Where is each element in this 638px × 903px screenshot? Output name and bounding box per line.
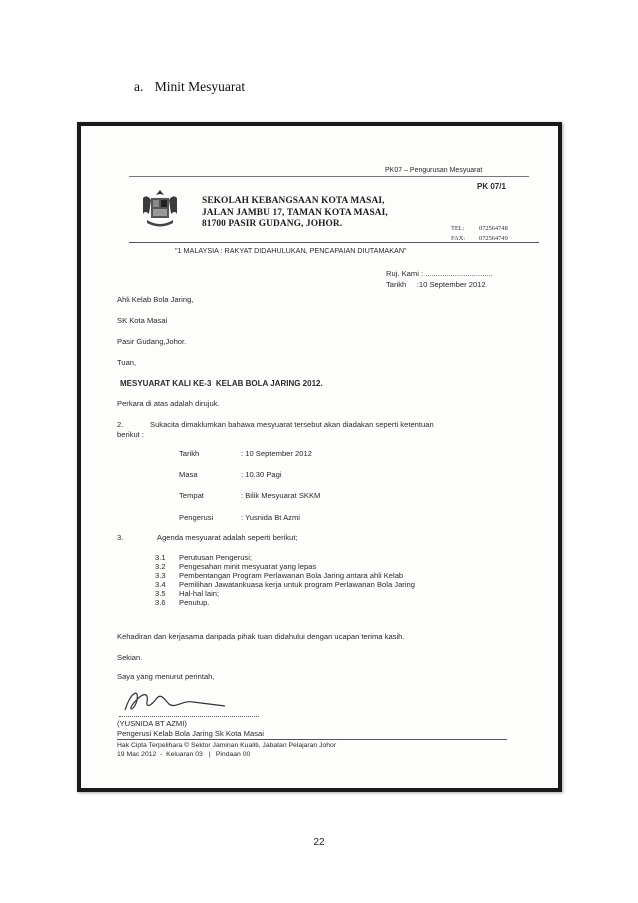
- agenda-number: 3.5: [155, 589, 166, 598]
- signature-line: [119, 716, 259, 717]
- subject-line: MESYUARAT KALI KE-3 KELAB BOLA JARING 2012.: [120, 379, 323, 388]
- para3-text: Agenda mesyuarat adalah seperti berikut;: [157, 533, 298, 542]
- detail-key: Masa: [179, 470, 198, 479]
- sekian: Sekian.: [117, 653, 143, 662]
- coat-of-arms-icon: [137, 188, 183, 230]
- motto: "1 MALAYSIA : RAKYAT DIDAHULUKAN, PENCAPAIAN DIUTAMAKAN": [175, 246, 407, 255]
- detail-row: [179, 513, 300, 522]
- agenda-item: [155, 553, 252, 562]
- detail-row: [179, 470, 282, 479]
- para2-number: 2.: [117, 420, 124, 429]
- footer-rule: [117, 739, 507, 740]
- detail-row: [179, 449, 312, 458]
- reference: Ruj. Kami : ................................: [386, 269, 493, 278]
- fax-value: 072564749: [479, 235, 508, 242]
- agenda-text: Pemilihan Jawatankuasa kerja untuk program Perlawanan Bola Jaring: [179, 580, 415, 589]
- letter-date: Tarikh :10 September 2012: [386, 280, 486, 289]
- agenda-text: Pengesahan minit mesyuarat yang lepas: [179, 562, 317, 571]
- school-street: JALAN JAMBU 17, TAMAN KOTA MASAI,: [202, 207, 388, 218]
- school-name: SEKOLAH KEBANGSAAN KOTA MASAI,: [202, 196, 385, 206]
- agenda-text: Pembentangan Program Perlawanan Bola Jaring antara ahli Kelab: [179, 571, 404, 580]
- signatory-title: Pengerusi Kelab Bola Jaring Sk Kota Masai: [117, 729, 264, 738]
- agenda-number: 3.2: [155, 562, 166, 571]
- para2-text: Sukacita dimaklumkan bahawa mesyuarat tersebut akan diadakan seperti ketentuan: [150, 420, 434, 429]
- agenda-number: 3.6: [155, 598, 166, 607]
- detail-value: : 10 September 2012: [241, 449, 312, 458]
- agenda-item: [155, 598, 209, 607]
- tel-value: 072564748: [479, 225, 508, 232]
- school-city: 81700 PASIR GUDANG, JOHOR.: [202, 219, 343, 229]
- top-rule: [129, 176, 529, 177]
- agenda-number: 3.3: [155, 571, 166, 580]
- header-rule: [129, 242, 539, 243]
- agenda-number: 3.4: [155, 580, 166, 589]
- sign-off: Saya yang menurut perintah,: [117, 672, 215, 681]
- closing-text: Kehadiran dan kerjasama daripada pihak tuan didahului dengan ucapan terima kasih.: [117, 632, 405, 641]
- agenda-item: [155, 571, 403, 580]
- detail-value: : Yusnida Bt Azmi: [241, 513, 300, 522]
- scanned-letter: [81, 126, 558, 788]
- agenda-text: Penutup.: [179, 598, 210, 607]
- detail-value: : 10.30 Pagi: [241, 470, 282, 479]
- detail-row: [179, 491, 320, 500]
- form-code: PK07 – Pengurusan Mesyuarat: [385, 167, 483, 174]
- contact-block: [451, 224, 508, 244]
- intro-text: Perkara di atas adalah dirujuk.: [117, 399, 220, 408]
- signatory-name: (YUSNIDA BT AZMI): [117, 719, 187, 728]
- agenda-text: Perutusan Pengerusi;: [179, 553, 253, 562]
- detail-key: Pengerusi: [179, 513, 214, 522]
- para3-number: 3.: [117, 533, 124, 542]
- signature-icon: [121, 684, 231, 716]
- footer-copyright: Hak Cipta Terpelihara © Sektor Jaminan Kualiti, Jabatan Pelajaran Johor: [117, 742, 337, 749]
- para2-continuation: berikut :: [117, 430, 145, 439]
- scanned-letter-frame: [77, 122, 562, 792]
- school-address: [202, 196, 388, 231]
- detail-key: Tarikh: [179, 449, 200, 458]
- agenda-number: 3.1: [155, 553, 166, 562]
- agenda-text: Hal-hal lain;: [179, 589, 220, 598]
- salutation: Tuan,: [117, 358, 137, 367]
- agenda-item: [155, 562, 316, 571]
- recipient-line2: SK Kota Masai: [117, 316, 168, 325]
- detail-key: Tempat: [179, 491, 204, 500]
- section-title: Minit Mesyuarat: [154, 79, 246, 94]
- recipient-line3: Pasir Gudang,Johor.: [117, 337, 187, 346]
- tel-label: TEL:: [451, 225, 465, 232]
- form-number: PK 07/1: [477, 182, 506, 191]
- recipient-line1: Ahli Kelab Bola Jaring,: [117, 295, 194, 304]
- detail-value: : Bilik Mesyuarat SKKM: [241, 491, 321, 500]
- agenda-item: [155, 589, 219, 598]
- section-heading: [134, 79, 245, 95]
- agenda-item: [155, 580, 415, 589]
- fax-label: FAX:: [451, 235, 466, 242]
- footer-edition: 19 Mac 2012 - Keluaran 03 | Pindaan 00: [117, 751, 251, 758]
- section-label: a.: [134, 79, 144, 94]
- page-number: 22: [313, 837, 325, 848]
